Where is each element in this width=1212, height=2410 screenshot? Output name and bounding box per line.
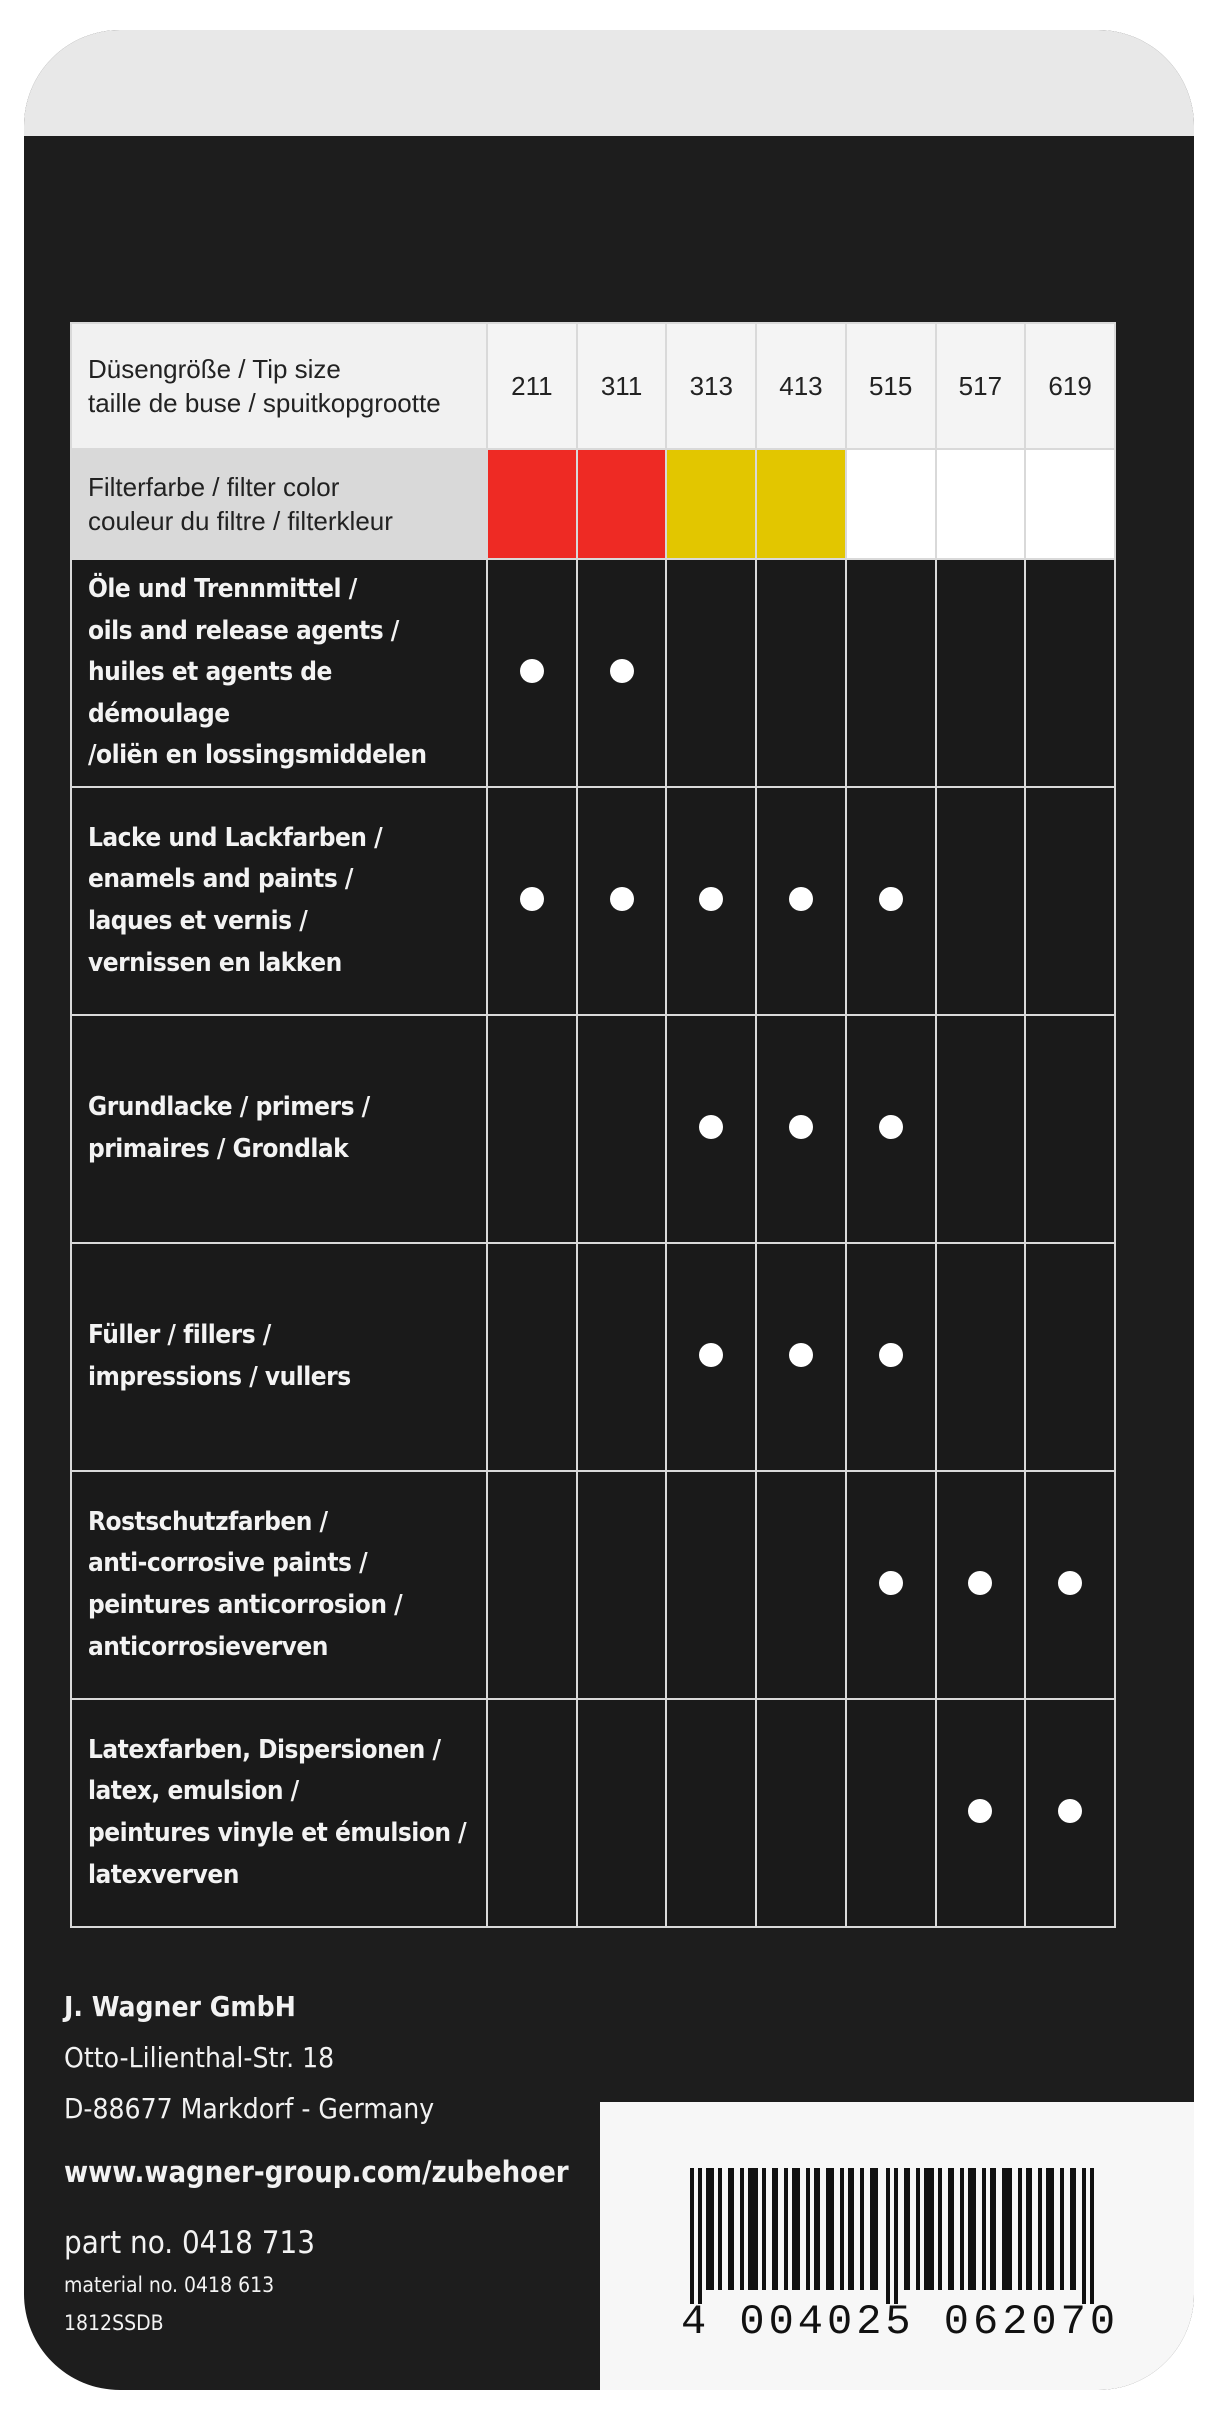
compatibility-dot-icon: [789, 1343, 813, 1367]
compatibility-cell: [846, 1015, 936, 1243]
material-row: [71, 1471, 1115, 1699]
material-label: [71, 1699, 487, 1927]
tip-size-311: 311: [577, 323, 667, 449]
filter-swatch: [846, 449, 936, 559]
material-label-line: latex, emulsion /: [88, 1776, 299, 1807]
compatibility-cell: [577, 1015, 667, 1243]
product-card: [24, 30, 1194, 2390]
tip-size-label: [71, 323, 487, 449]
filter-swatch: [577, 449, 667, 559]
material-label-line: enamels and paints /: [88, 864, 353, 895]
compatibility-cell: [487, 1015, 577, 1243]
compatibility-cell: [666, 1243, 756, 1471]
material-row: [71, 559, 1115, 787]
material-label: [71, 787, 487, 1015]
material-row: [71, 1243, 1115, 1471]
material-row: [71, 787, 1115, 1015]
tip-size-619: 619: [1025, 323, 1115, 449]
compatibility-cell: [756, 1699, 846, 1927]
manufacturer-info: [64, 1990, 569, 2335]
compatibility-cell: [666, 559, 756, 787]
material-label-line: Lacke und Lackfarben /: [88, 822, 383, 853]
filter-swatch: [1025, 449, 1115, 559]
compatibility-dot-icon: [520, 887, 544, 911]
compatibility-cell: [577, 787, 667, 1015]
material-label: [71, 559, 487, 787]
compatibility-cell: [487, 1471, 577, 1699]
compatibility-cell: [846, 787, 936, 1015]
compatibility-cell: [756, 559, 846, 787]
tip-size-515: 515: [846, 323, 936, 449]
compatibility-dot-icon: [968, 1571, 992, 1595]
tip-size-chart: [70, 322, 1116, 1928]
tip-size-211: 211: [487, 323, 577, 449]
material-label-line: primaires / Grondlak: [88, 1134, 349, 1164]
compatibility-dot-icon: [879, 887, 903, 911]
material-label-line: Latexfarben, Dispersionen /: [88, 1734, 441, 1765]
compatibility-dot-icon: [610, 887, 634, 911]
compatibility-cell: [756, 1243, 846, 1471]
compatibility-cell: [846, 1243, 936, 1471]
compatibility-cell: [1025, 1471, 1115, 1699]
compatibility-cell: [936, 1699, 1026, 1927]
compatibility-cell: [936, 1243, 1026, 1471]
compatibility-dot-icon: [789, 1115, 813, 1139]
compatibility-cell: [1025, 1243, 1115, 1471]
material-number: material no. 0418 613: [64, 2273, 275, 2297]
street-address: Otto-Lilienthal-Str. 18: [64, 2041, 335, 2074]
filter-swatch: [936, 449, 1026, 559]
material-label-line: peintures anticorrosion /: [88, 1590, 403, 1620]
compatibility-dot-icon: [1058, 1571, 1082, 1595]
compatibility-dot-icon: [699, 1343, 723, 1367]
card-top-strip: [24, 30, 1194, 136]
material-label-line: oils and release agents /: [88, 615, 399, 646]
compatibility-cell: [487, 787, 577, 1015]
material-label-line: Öle und Trennmittel /: [88, 574, 357, 605]
compatibility-cell: [1025, 1015, 1115, 1243]
compatibility-dot-icon: [879, 1115, 903, 1139]
compatibility-dot-icon: [699, 887, 723, 911]
tip-size-413: 413: [756, 323, 846, 449]
filter-swatch: [487, 449, 577, 559]
barcode-number: 4 004025 062070: [680, 2298, 1120, 2346]
website-url: www.wagner-group.com/zubehoer: [64, 2155, 569, 2189]
material-label-line: huiles et agents de démoulage: [88, 657, 332, 729]
compatibility-cell: [666, 1471, 756, 1699]
material-label-line: Grundlacke / primers /: [88, 1092, 370, 1123]
compatibility-dot-icon: [879, 1571, 903, 1595]
compatibility-cell: [936, 1471, 1026, 1699]
material-label-line: Rostschutzfarben /: [88, 1506, 328, 1537]
compatibility-dot-icon: [610, 659, 634, 683]
tip-size-label-line1: Düsengröße / Tip size: [88, 353, 341, 384]
barcode-panel: [600, 2102, 1194, 2390]
part-number: part no. 0418 713: [64, 2225, 315, 2261]
compatibility-cell: [936, 787, 1026, 1015]
compatibility-cell: [666, 1015, 756, 1243]
compatibility-cell: [846, 559, 936, 787]
company-name: J. Wagner GmbH: [64, 1990, 296, 2023]
compatibility-cell: [936, 559, 1026, 787]
tip-size-header-row: [71, 323, 1115, 449]
compatibility-cell: [936, 1015, 1026, 1243]
material-label: [71, 1015, 487, 1243]
compatibility-dot-icon: [699, 1115, 723, 1139]
compatibility-cell: [577, 1243, 667, 1471]
filter-swatch: [756, 449, 846, 559]
material-label: [71, 1243, 487, 1471]
barcode-icon: [690, 2168, 1110, 2304]
compatibility-cell: [577, 559, 667, 787]
compatibility-cell: [846, 1699, 936, 1927]
material-row: [71, 1699, 1115, 1927]
batch-code: 1812SSDB: [64, 2311, 164, 2335]
filter-color-label-line2: couleur du filtre / filterkleur: [88, 506, 393, 536]
compatibility-cell: [1025, 559, 1115, 787]
material-label: [71, 1471, 487, 1699]
filter-color-label: [71, 449, 487, 559]
material-label-line: latexverven: [88, 1859, 239, 1890]
compatibility-cell: [487, 1243, 577, 1471]
compatibility-cell: [846, 1471, 936, 1699]
compatibility-dot-icon: [520, 659, 544, 683]
compatibility-cell: [756, 1015, 846, 1243]
tip-size-313: 313: [666, 323, 756, 449]
compatibility-dot-icon: [1058, 1799, 1082, 1823]
compatibility-cell: [666, 1699, 756, 1927]
compatibility-cell: [756, 1471, 846, 1699]
compatibility-dot-icon: [968, 1799, 992, 1823]
material-row: [71, 1015, 1115, 1243]
filter-swatch: [666, 449, 756, 559]
material-label-line: laques et vernis /: [88, 906, 308, 936]
compatibility-cell: [577, 1471, 667, 1699]
tip-size-label-line2: taille de buse / spuitkopgrootte: [88, 388, 441, 418]
compatibility-cell: [1025, 787, 1115, 1015]
city-address: D-88677 Markdorf - Germany: [64, 2092, 435, 2125]
material-label-line: impressions / vullers: [88, 1362, 351, 1392]
compatibility-cell: [1025, 1699, 1115, 1927]
compatibility-cell: [756, 787, 846, 1015]
material-label-line: /oliën en lossingsmiddelen: [88, 740, 427, 771]
compatibility-dot-icon: [789, 887, 813, 911]
material-label-line: vernissen en lakken: [88, 947, 342, 978]
material-label-line: Füller / fillers /: [88, 1320, 271, 1351]
compatibility-cell: [487, 1699, 577, 1927]
compatibility-dot-icon: [879, 1343, 903, 1367]
compatibility-cell: [666, 787, 756, 1015]
material-label-line: anti-corrosive paints /: [88, 1548, 368, 1579]
tip-size-517: 517: [936, 323, 1026, 449]
compatibility-cell: [577, 1699, 667, 1927]
filter-color-row: [71, 449, 1115, 559]
material-label-line: anticorrosieverven: [88, 1631, 328, 1662]
compatibility-cell: [487, 559, 577, 787]
material-label-line: peintures vinyle et émulsion /: [88, 1818, 467, 1848]
filter-color-label-line1: Filterfarbe / filter color: [88, 471, 340, 502]
